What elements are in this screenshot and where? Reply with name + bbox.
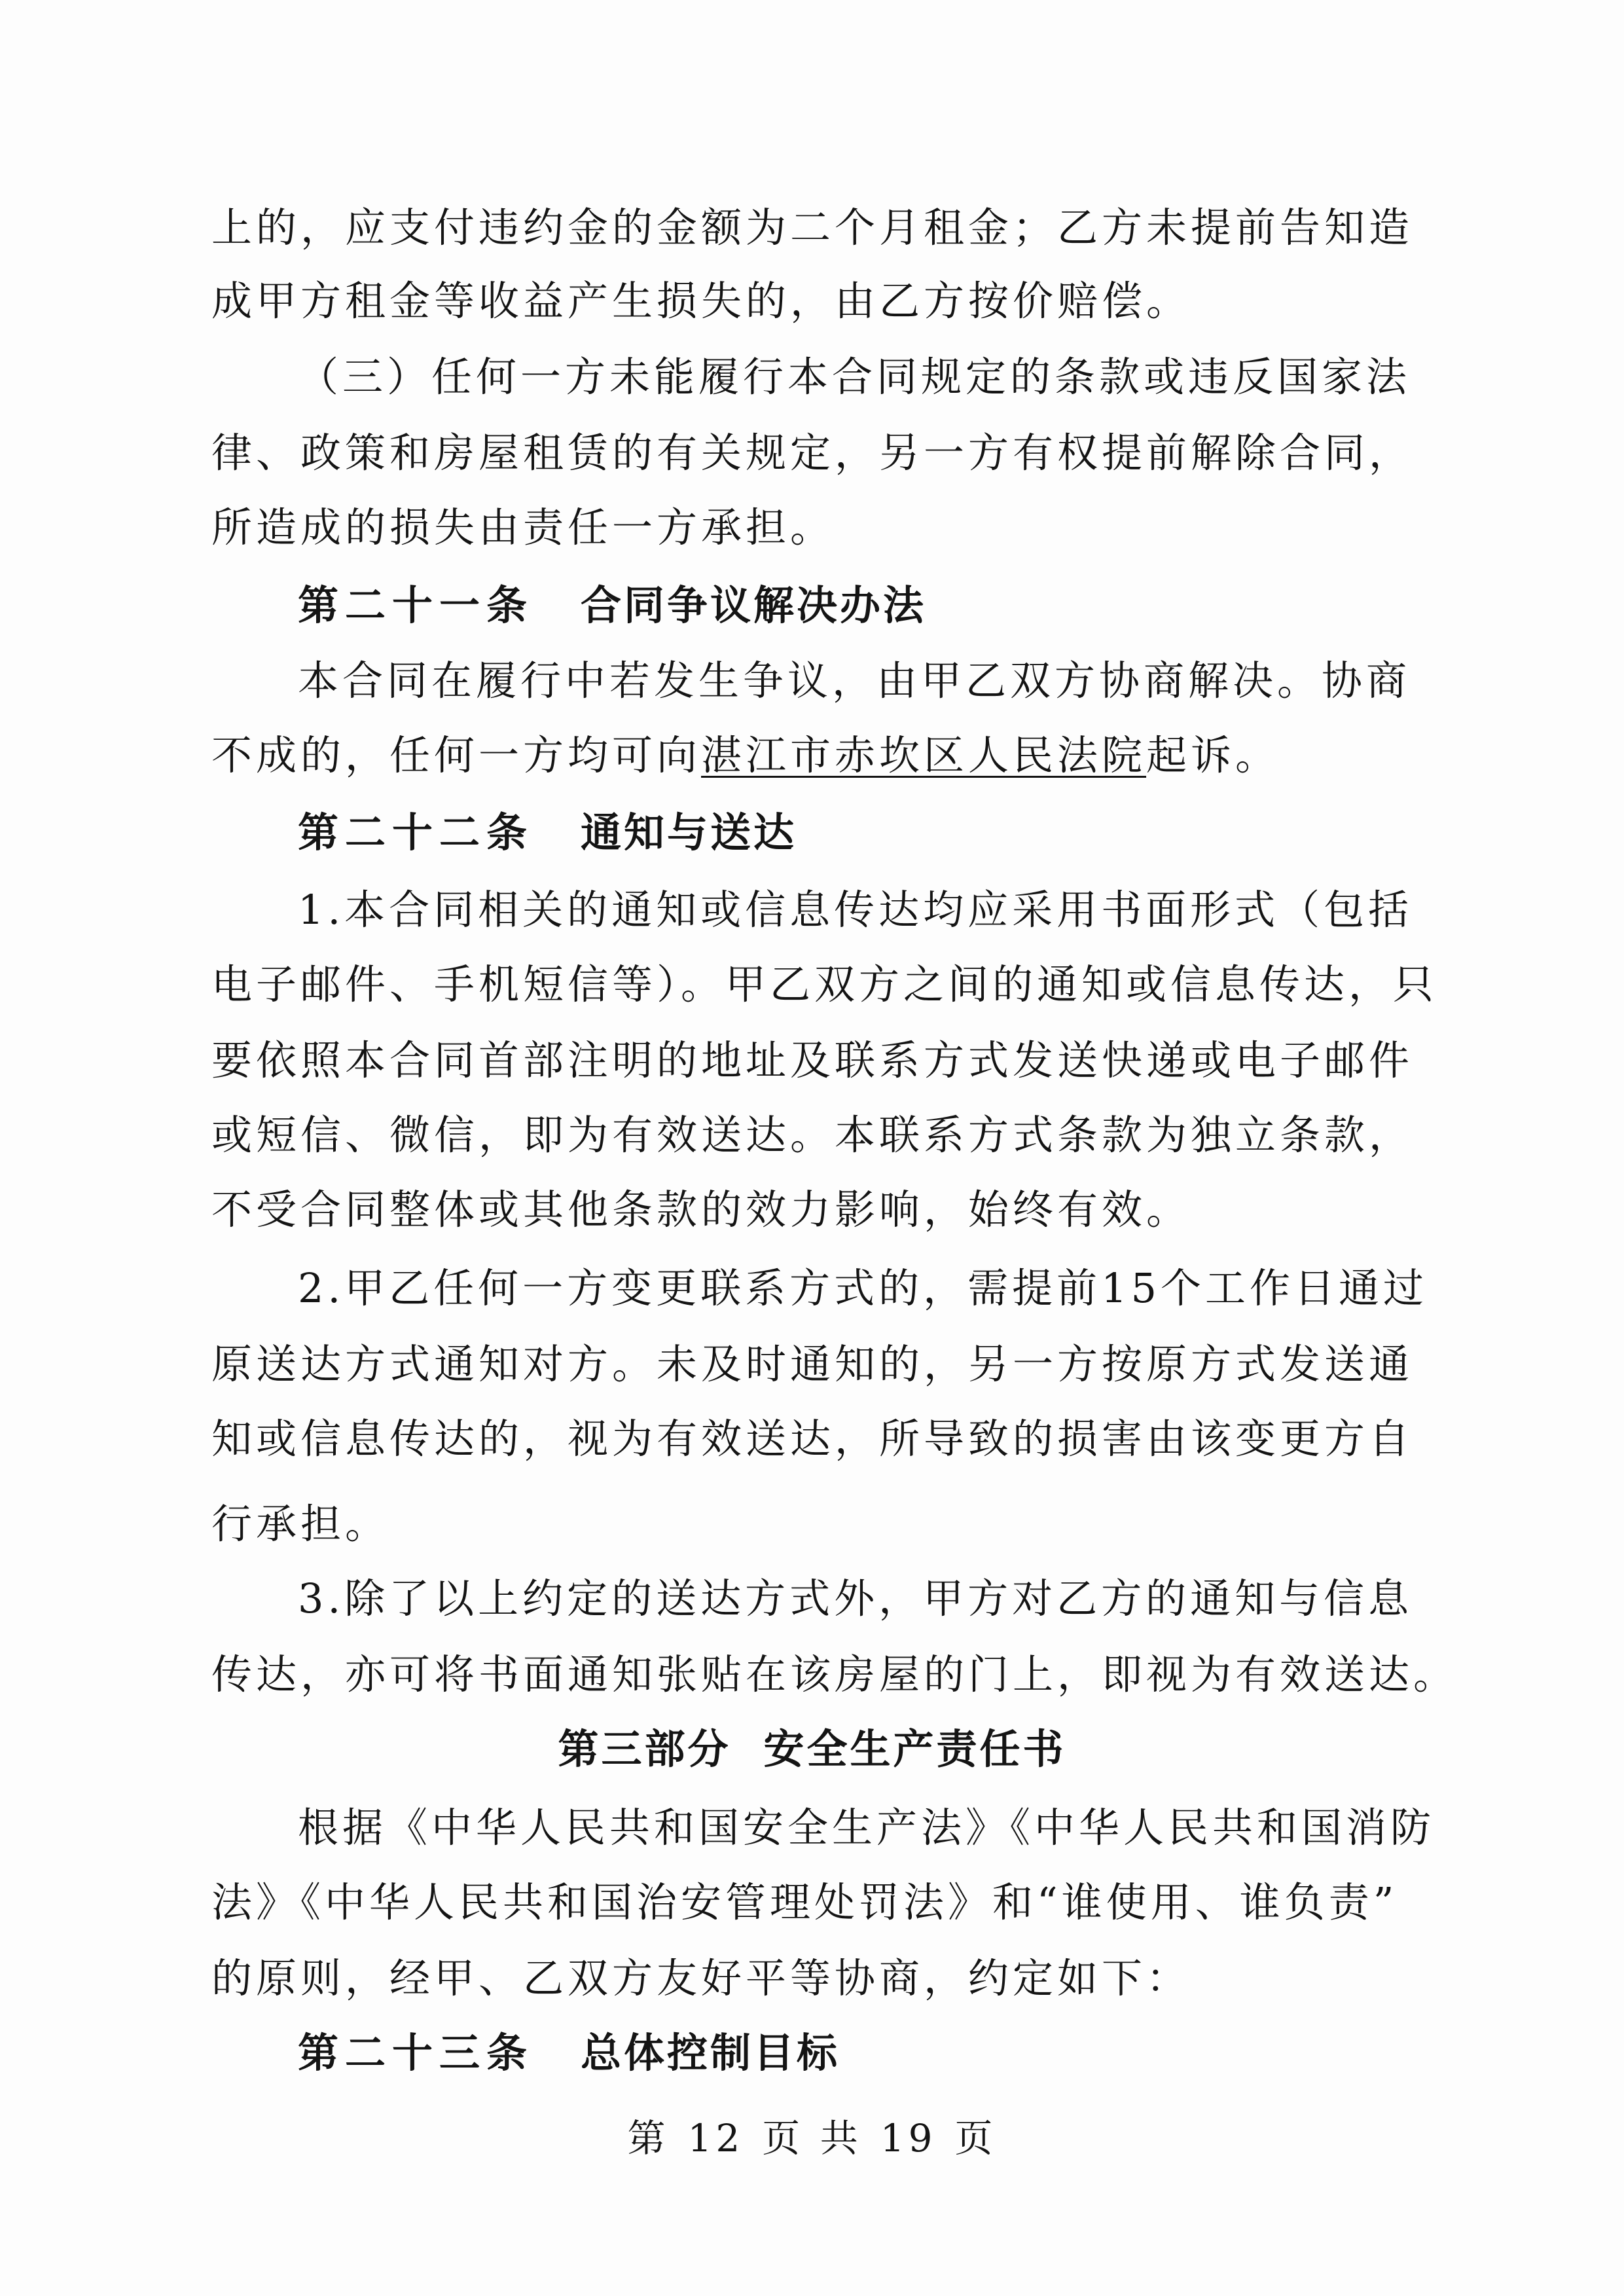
article-21-heading [298,579,926,632]
part-three-title [0,1723,1624,1776]
article-number: 第二十二条 [298,809,534,856]
current-page: 12 [687,2116,744,2160]
text-line: 法》《中华人民共和国治安管理处罚法》和“谁使用、谁负责” [211,1878,1398,1926]
text-line: 本合同在履行中若发生争议，由甲乙双方协商解决。协商 [298,657,1411,704]
text-line: 传达，亦可将书面通知张贴在该房屋的门上，即视为有效送达。 [211,1650,1458,1698]
text-fragment: 不成的，任何一方均可向 [211,731,702,779]
article-number: 第二十一条 [298,581,534,629]
text-line: 律、政策和房屋租赁的有关规定，另一方有权提前解除合同， [211,429,1414,477]
page-number-footer [0,2115,1624,2162]
part-title-text: 安全生产责任书 [763,1725,1066,1773]
text-line: 根据《中华人民共和国安全生产法》《中华人民共和国消防 [298,1804,1435,1851]
article-number: 第二十三条 [298,2029,534,2077]
article-23-heading [298,2027,840,2079]
text-fragment: 起诉。 [1146,731,1280,779]
text-line: 原送达方式通知对方。未及时通知的，另一方按原方式发送通 [211,1340,1414,1388]
text-line: 的原则，经甲、乙双方友好平等协商，约定如下： [211,1954,1191,2002]
text-line: 所造成的损失由责任一方承担。 [211,503,835,551]
text-line: 知或信息传达的，视为有效送达，所导致的损害由该变更方自 [211,1415,1414,1463]
text-line: 电子邮件、手机短信等）。甲乙双方之间的通知或信息传达，只 [211,960,1438,1008]
text-line: 要依照本合同首部注明的地址及联系方式发送快递或电子邮件 [211,1036,1414,1084]
text-line: 成甲方租金等收益产生损失的，由乙方按价赔偿。 [211,277,1191,325]
text-line: 上的，应支付违约金的金额为二个月租金；乙方未提前告知造 [211,204,1414,251]
text-line: 或短信、微信，即为有效送达。本联系方式条款为独立条款， [211,1111,1414,1159]
article-22-heading [298,807,797,859]
court-name: 湛江市赤坎区人民法院 [701,731,1147,779]
article-title: 通知与送达 [581,809,797,856]
text-line: 不受合同整体或其他条款的效力影响，始终有效。 [211,1186,1191,1233]
article-title: 总体控制目标 [581,2029,840,2077]
article-title: 合同争议解决办法 [581,581,927,629]
total-pages: 19 [880,2116,937,2160]
text-line: 行承担。 [211,1500,390,1548]
footer-prefix: 第 [627,2116,670,2160]
text-line: （三）任何一方未能履行本合同规定的条款或违反国家法 [298,353,1411,401]
part-number: 第三部分 [558,1725,731,1773]
text-line: 2.甲乙任何一方变更联系方式的，需提前15个工作日通过 [298,1264,1428,1312]
footer-suffix: 页 [954,2116,997,2160]
text-line [211,729,1390,782]
text-line: 1.本合同相关的通知或信息传达均应采用书面形式（包括 [298,886,1413,934]
text-line: 3.除了以上约定的送达方式外，甲方对乙方的通知与信息 [298,1575,1413,1622]
footer-middle: 页 共 [762,2116,862,2160]
